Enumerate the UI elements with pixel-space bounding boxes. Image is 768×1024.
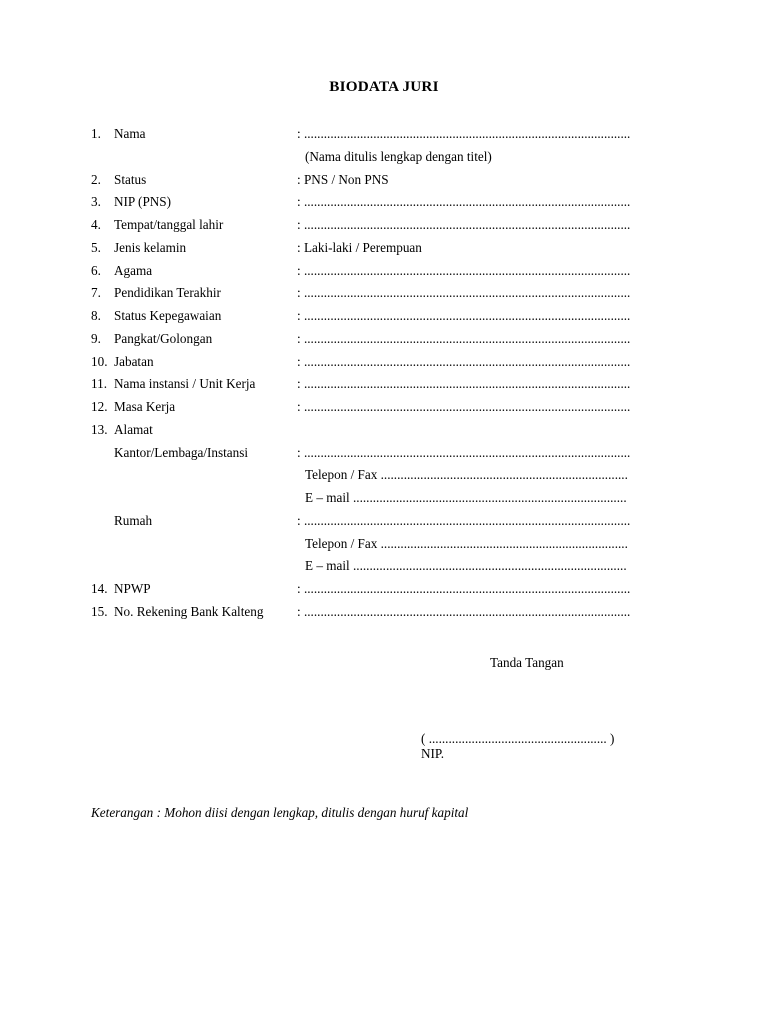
field-value: E – mail ................................................................................... xyxy=(305,490,627,505)
item-number: 3. xyxy=(91,194,101,209)
field-label: Rumah xyxy=(114,513,153,528)
field-value: : ................................................................................................... xyxy=(297,217,631,232)
field-value: : ................................................................................................... xyxy=(297,354,631,369)
item-number: 12. xyxy=(91,399,108,414)
field-value: : ................................................................................................... xyxy=(297,263,631,278)
item-number: 11. xyxy=(91,376,107,391)
field-label: NIP (PNS) xyxy=(114,194,172,209)
field-label: Status xyxy=(114,172,147,187)
field-label: Alamat xyxy=(114,422,153,437)
field-value: : ................................................................................................... xyxy=(297,308,631,323)
field-label: Pangkat/Golongan xyxy=(114,331,213,346)
field-label: Masa Kerja xyxy=(114,399,176,414)
item-number: 1. xyxy=(91,126,101,141)
item-number: 9. xyxy=(91,331,101,346)
item-number: 13. xyxy=(91,422,108,437)
field-value: : ................................................................................................... xyxy=(297,376,631,391)
item-number: 2. xyxy=(91,172,101,187)
field-value: Telepon / Fax ........................................................................... xyxy=(305,536,628,551)
field-label: Kantor/Lembaga/Instansi xyxy=(114,445,249,460)
field-value: : ................................................................................................... xyxy=(297,126,631,141)
item-number: 6. xyxy=(91,263,101,278)
field-label: Jenis kelamin xyxy=(114,240,187,255)
field-label: Status Kepegawaian xyxy=(114,308,222,323)
field-label: Agama xyxy=(114,263,153,278)
field-label: Tempat/tanggal lahir xyxy=(114,217,224,232)
field-value: : ................................................................................................... xyxy=(297,331,631,346)
field-value: : ................................................................................................... xyxy=(297,285,631,300)
field-value: E – mail ................................................................................... xyxy=(305,558,627,573)
item-number: 14. xyxy=(91,581,108,596)
field-value: : ................................................................................................... xyxy=(297,513,631,528)
field-value: : ................................................................................................... xyxy=(297,445,631,460)
footnote: Keterangan : Mohon diisi dengan lengkap, ditulis dengan huruf kapital xyxy=(91,805,469,820)
field-value: : PNS / Non PNS xyxy=(297,172,389,187)
field-value: : ................................................................................................... xyxy=(297,581,631,596)
item-number: 15. xyxy=(91,604,108,619)
item-number: 4. xyxy=(91,217,101,232)
field-value: Telepon / Fax ........................................................................... xyxy=(305,467,628,482)
item-number: 5. xyxy=(91,240,101,255)
item-number: 7. xyxy=(91,285,101,300)
item-number: 8. xyxy=(91,308,101,323)
field-label: NPWP xyxy=(114,581,151,596)
field-label: Nama xyxy=(114,126,146,141)
field-value: (Nama ditulis lengkap dengan titel) xyxy=(305,149,492,164)
form-title: BIODATA JURI xyxy=(329,78,439,95)
field-value: : ................................................................................................... xyxy=(297,399,631,414)
field-label: Pendidikan Terakhir xyxy=(114,285,221,300)
signature-label: Tanda Tangan xyxy=(490,655,564,670)
field-value: : ................................................................................................... xyxy=(297,194,631,209)
field-label: Jabatan xyxy=(114,354,154,369)
signature-nip: NIP. xyxy=(421,746,445,761)
field-label: No. Rekening Bank Kalteng xyxy=(114,604,264,619)
field-label: Nama instansi / Unit Kerja xyxy=(114,376,256,391)
signature-name-line: ( ...................................................... ) xyxy=(421,731,615,746)
item-number: 10. xyxy=(91,354,108,369)
field-value: : Laki-laki / Perempuan xyxy=(297,240,422,255)
field-value: : ................................................................................................... xyxy=(297,604,631,619)
